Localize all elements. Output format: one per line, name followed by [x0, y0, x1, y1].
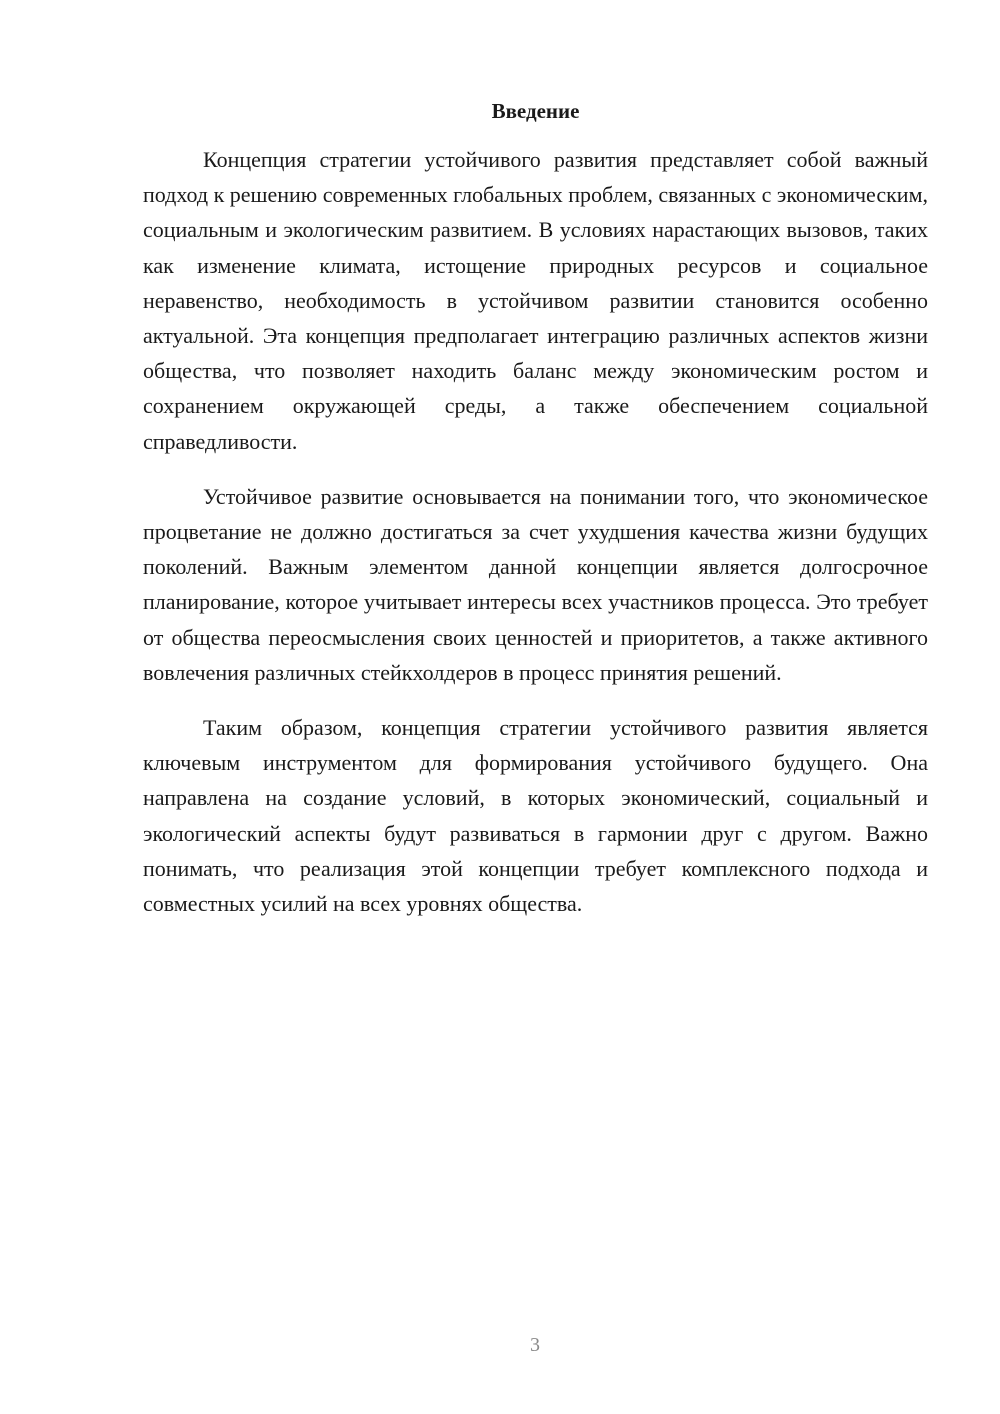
paragraph-1: Концепция стратегии устойчивого развития представляет собой важный подход к решению современных глобальных проблем, связанных с экономическим, социальным и экологическим развитием. В условиях нарастающих вызовов, таких как изменение климата, истощение природных ресурсов и социальное неравенство, необходимость в устойчивом развитии становится особенно актуальной. Эта концепция предполагает интеграцию различных аспектов жизни общества, что позволяет находить баланс между экономическим ростом и сохранением окружающей среды, а также обеспечением социальной справедливости. — [143, 147, 928, 454]
paragraph-2: Устойчивое развитие основывается на понимании того, что экономическое процветание не должно достигаться за счет ухудшения качества жизни будущих поколений. Важным элементом данной концепции является долгосрочное планирование, которое учитывает интересы всех участников процесса. Это требует от общества переосмысления своих ценностей и приоритетов, а также активного вовлечения различных стейкхолдеров в процесс принятия решений. — [143, 483, 928, 685]
body-text — [143, 142, 928, 941]
page-number: 3 — [530, 1334, 540, 1356]
paragraph-3: Таким образом, концепция стратегии устойчивого развития является ключевым инструментом для формирования устойчивого будущего. Она направлена на создание условий, в которых экономический, социальный и экологический аспекты будут развиваться в гармонии друг с другом. Важно понимать, что реализация этой концепции требует комплексного подхода и совместных усилий на всех уровнях общества. — [143, 715, 928, 917]
section-title: Введение — [491, 99, 580, 123]
